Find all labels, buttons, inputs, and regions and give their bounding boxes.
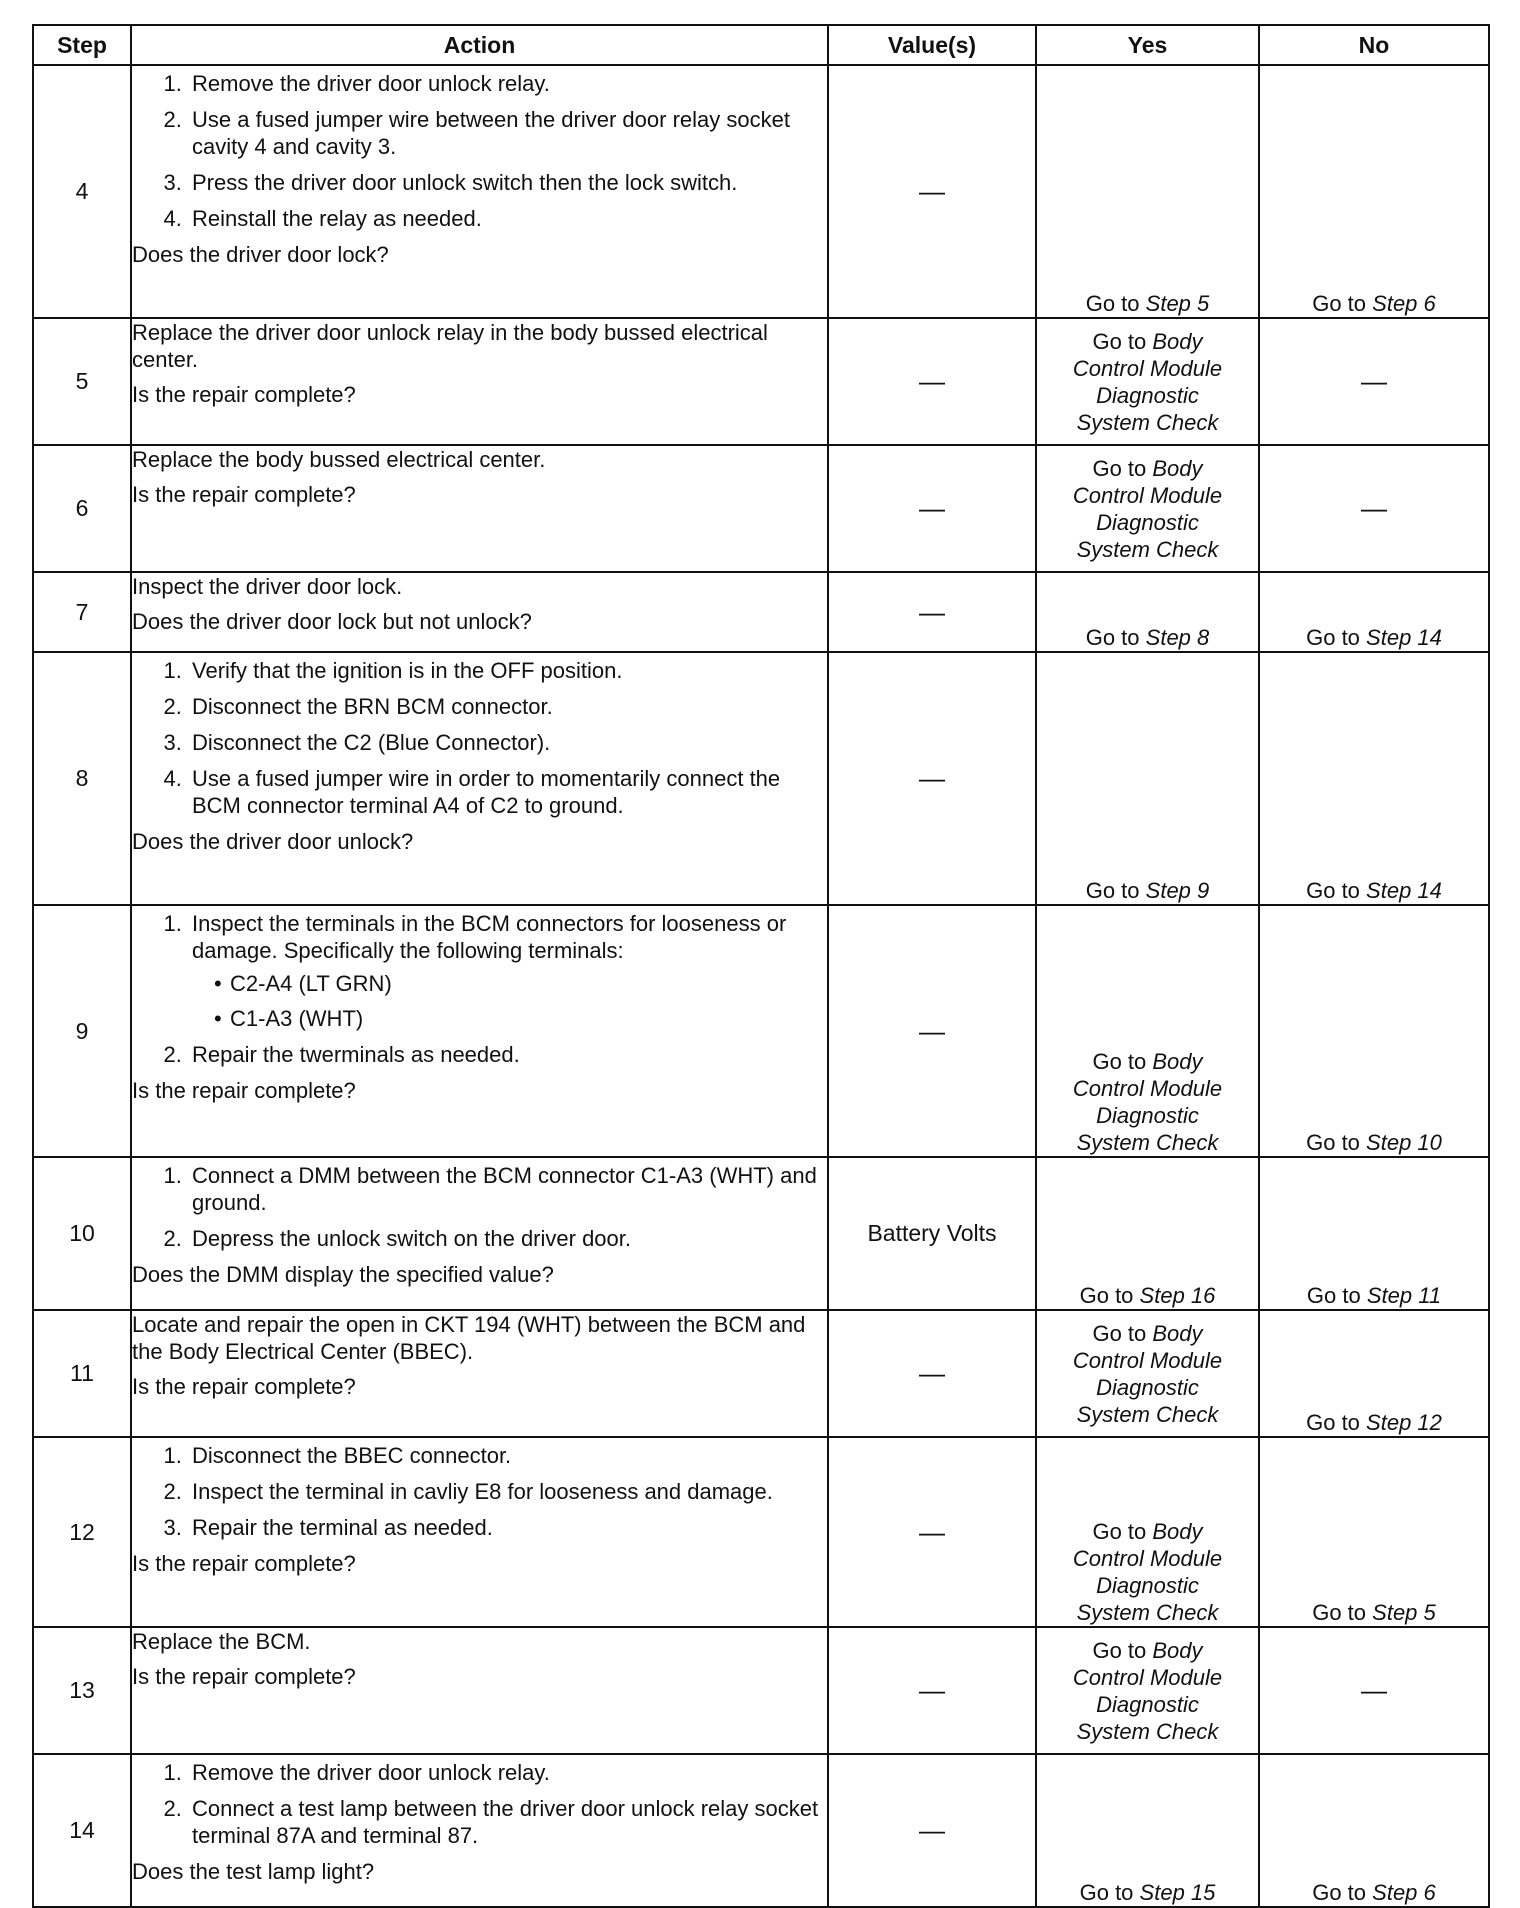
no-dash: — [1361, 365, 1387, 396]
no-cell [1259, 905, 1489, 1157]
step-number: 10 [33, 1157, 131, 1310]
goto-prefix: Go to [1306, 1410, 1360, 1435]
value-dash: — [919, 1815, 945, 1845]
action-list [132, 1442, 827, 1541]
value-cell: Battery Volts [828, 1157, 1036, 1310]
no-cell [1259, 445, 1489, 572]
value-dash: — [919, 1675, 945, 1705]
table-row [33, 65, 1489, 318]
list-item: 1. Disconnect the BBEC connector. [188, 1442, 827, 1469]
list-item: 3. Disconnect the C2 (Blue Connector). [188, 729, 827, 756]
list-item: 1. Connect a DMM between the BCM connector C1-A3 (WHT) and ground. [188, 1162, 827, 1216]
value-cell [828, 445, 1036, 572]
action-question: Does the DMM display the specified value? [132, 1262, 554, 1287]
table-row [33, 445, 1489, 572]
action-cell [131, 1754, 828, 1907]
goto-prefix: Go to [1085, 878, 1140, 903]
list-item: 1. Remove the driver door unlock relay. [188, 1759, 827, 1786]
list-item: 2. Inspect the terminal in cavliy E8 for looseness and damage. [188, 1478, 827, 1505]
list-item: 4. Use a fused jumper wire in order to momentarily connect the BCM connector terminal A4 of C2 to ground. [188, 765, 827, 819]
no-cell [1259, 1627, 1489, 1754]
action-cell [131, 1437, 828, 1627]
goto-prefix: Go to [1306, 1130, 1360, 1155]
action-cell [131, 905, 828, 1157]
list-item: 2. Connect a test lamp between the driver door unlock relay socket terminal 87A and terminal 87. [188, 1795, 827, 1849]
bcm-check-line: Diagnostic [1096, 1103, 1199, 1128]
list-item: 1. Verify that the ignition is in the OFF position. [188, 657, 827, 684]
bcm-check-line: Go to Body [1092, 1519, 1203, 1544]
bcm-check-line: Control Module [1072, 1347, 1223, 1373]
no-goto-step: Step 10 [1366, 1130, 1442, 1155]
bcm-check-line: System Check [1076, 409, 1219, 435]
action-text: Inspect the driver door lock. [132, 574, 403, 599]
step-number: 9 [33, 905, 131, 1157]
action-question: Is the repair complete? [132, 1078, 356, 1103]
no-cell [1259, 1437, 1489, 1627]
table-row [33, 905, 1489, 1157]
header-no: No [1259, 25, 1489, 65]
yes-cell [1036, 1310, 1259, 1437]
bcm-check-line: Control Module [1072, 1076, 1223, 1101]
bcm-check-line: Diagnostic [1096, 1573, 1199, 1598]
value-cell [828, 905, 1036, 1157]
list-item [188, 910, 827, 1032]
action-list [132, 1162, 827, 1252]
value-dash: — [919, 1015, 945, 1046]
action-question: Is the repair complete? [132, 1374, 356, 1399]
table-row [33, 1157, 1489, 1310]
value-dash: — [919, 1516, 945, 1547]
table-row [33, 1627, 1489, 1754]
yes-cell [1036, 572, 1259, 652]
action-cell [131, 1310, 828, 1437]
value-cell [828, 652, 1036, 905]
bcm-check-line: Go to Body [1092, 1320, 1203, 1346]
table-row [33, 1754, 1489, 1907]
value-dash: — [919, 176, 945, 206]
no-cell [1259, 318, 1489, 445]
no-cell [1259, 65, 1489, 318]
header-yes: Yes [1036, 25, 1259, 65]
bcm-check-line: Go to Body [1092, 455, 1203, 481]
yes-cell [1036, 1627, 1259, 1754]
goto-prefix: Go to [1079, 1880, 1134, 1905]
list-item: 2. Repair the twerminals as needed. [188, 1041, 827, 1068]
value-cell [828, 1627, 1036, 1754]
action-cell [131, 445, 828, 572]
action-list [132, 657, 827, 819]
action-cell [131, 572, 828, 652]
bcm-check-line: Go to Body [1092, 328, 1203, 354]
step-number: 13 [33, 1627, 131, 1754]
value-cell [828, 572, 1036, 652]
value-dash: — [919, 1358, 945, 1388]
yes-goto-step: Step 9 [1145, 878, 1210, 903]
bcm-check-line: Control Module [1072, 482, 1223, 508]
goto-prefix: Go to [1079, 1283, 1134, 1308]
action-question: Does the driver door lock? [132, 242, 389, 267]
no-dash: — [1361, 492, 1387, 523]
no-cell [1259, 652, 1489, 905]
action-list [132, 70, 827, 232]
action-question: Does the test lamp light? [132, 1859, 375, 1884]
action-list [132, 1759, 827, 1849]
action-question: Does the driver door lock but not unlock? [132, 609, 532, 634]
yes-goto-step: Step 5 [1145, 291, 1210, 316]
bcm-check-line: System Check [1076, 1600, 1219, 1625]
bcm-check-line: Diagnostic [1096, 382, 1199, 408]
goto-prefix: Go to [1306, 878, 1360, 903]
action-cell [131, 318, 828, 445]
goto-prefix: Go to [1085, 291, 1140, 316]
bcm-check-line: Go to Body [1092, 1049, 1203, 1074]
table-row [33, 1437, 1489, 1627]
yes-cell [1036, 445, 1259, 572]
yes-cell [1036, 1157, 1259, 1310]
value-cell [828, 318, 1036, 445]
step-number: 12 [33, 1437, 131, 1627]
no-goto-step: Step 6 [1372, 1880, 1436, 1905]
goto-prefix: Go to [1312, 291, 1367, 316]
list-item: 2. Disconnect the BRN BCM connector. [188, 693, 827, 720]
goto-prefix: Go to [1085, 625, 1140, 650]
no-cell [1259, 1754, 1489, 1907]
action-list [132, 910, 827, 1068]
diagnostic-table [32, 24, 1490, 1908]
header-values: Value(s) [828, 25, 1036, 65]
action-cell [131, 65, 828, 318]
yes-goto-step: Step 15 [1139, 1880, 1216, 1905]
action-cell [131, 652, 828, 905]
value-cell [828, 1437, 1036, 1627]
value-cell [828, 1754, 1036, 1907]
bullet-item: • C2-A4 (LT GRN) [230, 970, 827, 997]
bcm-check-line: Control Module [1072, 355, 1223, 381]
yes-cell [1036, 1437, 1259, 1627]
bcm-check-line: Diagnostic [1096, 1691, 1199, 1717]
no-cell [1259, 1310, 1489, 1437]
bcm-check-line: Control Module [1072, 1546, 1223, 1571]
bcm-check-line: Diagnostic [1096, 509, 1199, 535]
no-goto-step: Step 12 [1366, 1410, 1442, 1435]
document-page [32, 24, 1488, 1908]
header-row [33, 25, 1489, 65]
table-row [33, 572, 1489, 652]
step-number: 5 [33, 318, 131, 445]
bullet-item: • C1-A3 (WHT) [230, 1005, 827, 1032]
table-row [33, 318, 1489, 445]
bcm-check-line: System Check [1076, 1401, 1219, 1427]
yes-goto-step: Step 8 [1145, 625, 1210, 650]
step-number: 7 [33, 572, 131, 652]
value-dash: — [919, 596, 945, 627]
yes-goto-step: Step 16 [1139, 1283, 1216, 1308]
bcm-check-line: Diagnostic [1096, 1374, 1199, 1400]
no-goto-step: Step 6 [1372, 291, 1436, 316]
step-number: 6 [33, 445, 131, 572]
no-goto-step: Step 14 [1366, 625, 1442, 650]
yes-cell [1036, 652, 1259, 905]
no-goto-step: Step 14 [1366, 878, 1442, 903]
bcm-check-line: System Check [1076, 1130, 1219, 1155]
goto-prefix: Go to [1312, 1600, 1367, 1625]
value-dash: — [919, 366, 945, 396]
list-item: 1. Remove the driver door unlock relay. [188, 70, 827, 97]
goto-prefix: Go to [1306, 625, 1360, 650]
action-text: Replace the body bussed electrical center. [132, 447, 546, 472]
yes-cell [1036, 905, 1259, 1157]
step-number: 14 [33, 1754, 131, 1907]
no-dash: — [1361, 1674, 1387, 1705]
header-step: Step [33, 25, 131, 65]
action-cell [131, 1627, 828, 1754]
list-item-text: Inspect the terminals in the BCM connectors for looseness or damage. Specifically the following terminals: [192, 911, 787, 963]
bcm-check-line: System Check [1076, 536, 1219, 562]
goto-prefix: Go to [1312, 1880, 1367, 1905]
yes-cell [1036, 318, 1259, 445]
goto-prefix: Go to [1306, 1283, 1361, 1308]
list-item: 3. Repair the terminal as needed. [188, 1514, 827, 1541]
step-number: 11 [33, 1310, 131, 1437]
list-item: 4. Reinstall the relay as needed. [188, 205, 827, 232]
list-item: 3. Press the driver door unlock switch then the lock switch. [188, 169, 827, 196]
action-text: Locate and repair the open in CKT 194 (WHT) between the BCM and the Body Electrical Center (BBEC). [132, 1312, 806, 1364]
no-goto-step: Step 5 [1372, 1600, 1436, 1625]
action-question: Is the repair complete? [132, 482, 356, 507]
no-cell [1259, 572, 1489, 652]
action-cell [131, 1157, 828, 1310]
table-row [33, 652, 1489, 905]
list-item: 2. Use a fused jumper wire between the driver door relay socket cavity 4 and cavity 3. [188, 106, 827, 160]
action-text: Replace the BCM. [132, 1629, 311, 1654]
step-number: 4 [33, 65, 131, 318]
value-cell [828, 65, 1036, 318]
list-item: 2. Depress the unlock switch on the driver door. [188, 1225, 827, 1252]
step-number: 8 [33, 652, 131, 905]
header-action: Action [131, 25, 828, 65]
table-row [33, 1310, 1489, 1437]
value-dash: — [919, 493, 945, 523]
action-text: Replace the driver door unlock relay in the body bussed electrical center. [132, 320, 768, 372]
action-question: Is the repair complete? [132, 1664, 356, 1689]
action-question: Is the repair complete? [132, 382, 356, 407]
no-cell [1259, 1157, 1489, 1310]
value-cell [828, 1310, 1036, 1437]
bcm-check-line: Go to Body [1092, 1637, 1203, 1663]
no-goto-step: Step 11 [1366, 1283, 1442, 1308]
yes-cell [1036, 65, 1259, 318]
bcm-check-line: Control Module [1072, 1664, 1223, 1690]
value-dash: — [919, 763, 945, 793]
action-question: Is the repair complete? [132, 1551, 356, 1576]
bcm-check-line: System Check [1076, 1718, 1219, 1744]
bullet-list [192, 970, 827, 1032]
action-question: Does the driver door unlock? [132, 829, 414, 854]
yes-cell [1036, 1754, 1259, 1907]
